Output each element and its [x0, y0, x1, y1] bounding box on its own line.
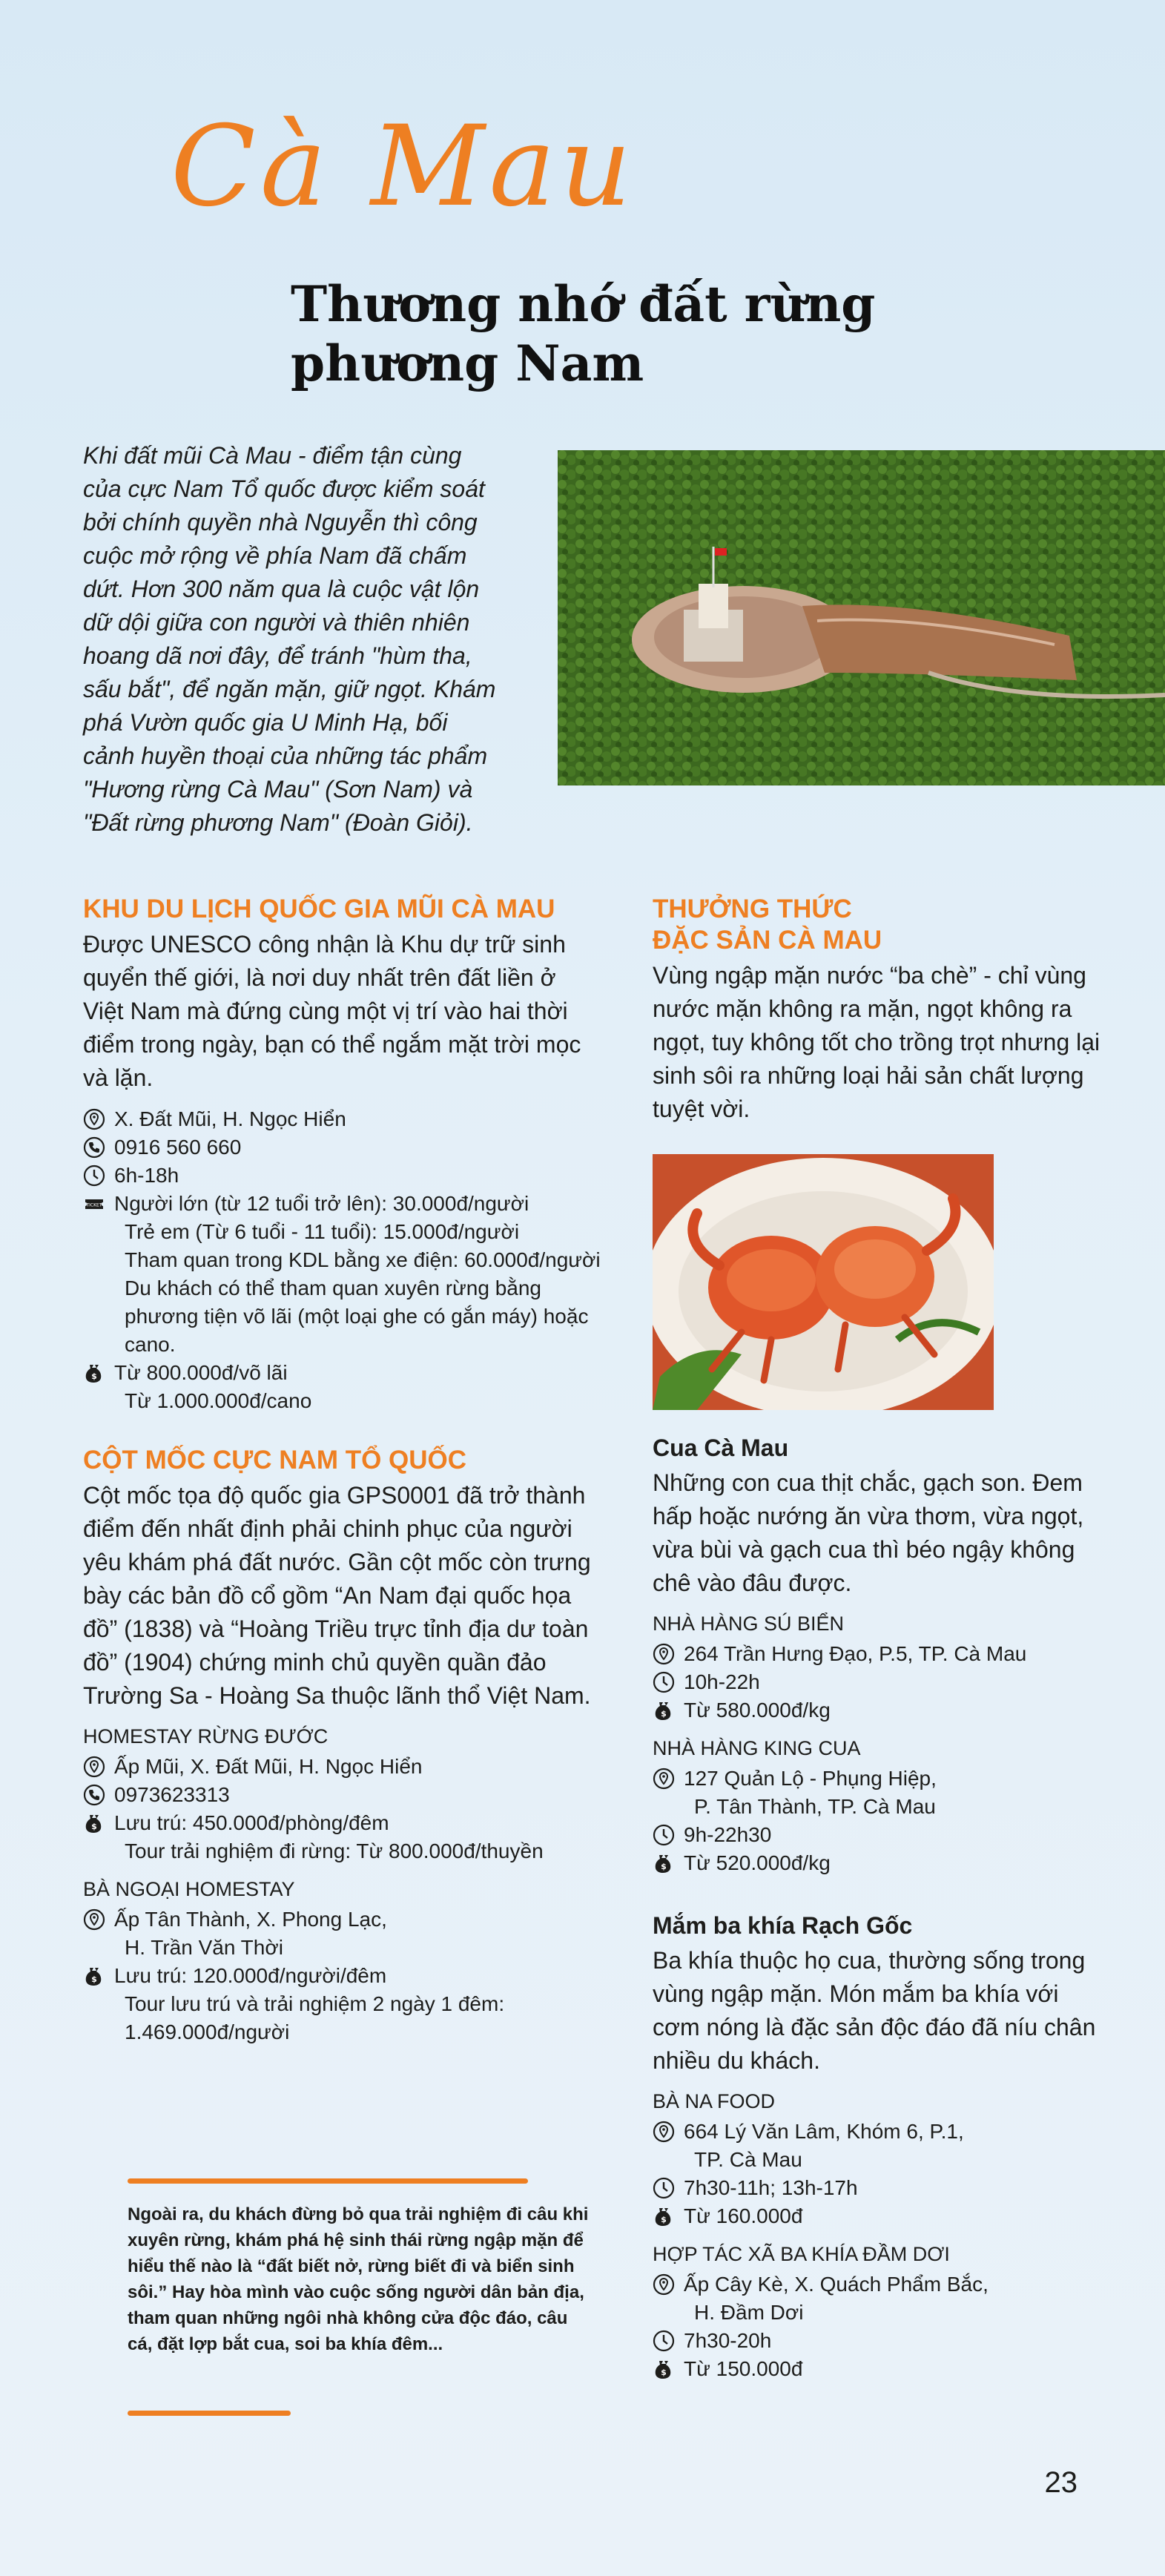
mam-r2-price-row: [653, 2355, 1105, 2383]
homestay1-name: HOMESTAY RỪNG ĐƯỚC: [83, 1725, 329, 1747]
hero-aerial-photo: [558, 450, 1165, 785]
right-column: [653, 894, 1105, 2383]
callout-bottom-bar: [128, 2411, 291, 2416]
location-pin-icon: [653, 1643, 675, 1665]
mam-r1-address-row: [653, 2118, 1105, 2146]
homestay1-address-row: [83, 1753, 602, 1781]
left-column: [83, 894, 602, 2046]
crab-dish-photo: [653, 1154, 994, 1410]
cua-r2-hours-row: [653, 1821, 1105, 1849]
cua-r1-price: Từ 580.000đ/kg: [684, 1699, 831, 1722]
kdl-price-boat: Từ 800.000đ/võ lãi: [114, 1361, 288, 1384]
money-icon: [653, 2205, 675, 2227]
homestay1-phone-row: [83, 1781, 602, 1809]
phone-icon: [83, 1136, 105, 1159]
homestay2-price-tour: Tour lưu trú và trải nghiệm 2 ngày 1 đêm: 1.469.000đ/người: [125, 1992, 505, 2043]
mam-r2-address-line2: H. Đầm Dơi: [694, 2301, 804, 2324]
cua-r2-address-line2: P. Tân Thành, TP. Cà Mau: [694, 1795, 936, 1818]
section-title-dacsan: [653, 894, 1105, 956]
money-icon: [653, 1852, 675, 1874]
cua-r2-address-line1: 127 Quản Lộ - Phụng Hiệp,: [684, 1767, 937, 1790]
dacsan-title-line-1: THƯỞNG THỨC: [653, 895, 852, 923]
kdl-phone-row: [83, 1133, 602, 1162]
section-title-cotmoc: CỘT MỐC CỰC NAM TỔ QUỐC: [83, 1446, 467, 1475]
homestay2-address-line2: H. Trần Văn Thời: [125, 1936, 283, 1959]
mam-r1-price: Từ 160.000đ: [684, 2204, 803, 2227]
cua-r1-hours-row: [653, 1668, 1105, 1696]
kdl-address: X. Đất Mũi, H. Ngọc Hiển: [114, 1107, 346, 1130]
money-icon: [653, 2358, 675, 2380]
money-icon: [83, 1812, 105, 1834]
cua-r2-price: Từ 520.000đ/kg: [684, 1851, 831, 1874]
location-pin-icon: [653, 2273, 675, 2296]
kdl-ticket-note: Du khách có thể tham quan xuyên rừng bằng phương tiện võ lãi (một loại ghe có gắn máy) hoặc cano.: [125, 1277, 589, 1356]
mam-shop1-name: BÀ NA FOOD: [653, 2090, 776, 2112]
cua-r2-price-row: [653, 1849, 1105, 1877]
homestay2-name: BÀ NGOẠI HOMESTAY: [83, 1878, 295, 1900]
cua-r2-hours: 9h-22h30: [684, 1823, 772, 1846]
clock-icon: [653, 2177, 675, 2199]
script-title: Cà Mau: [171, 102, 636, 231]
mam-r1-hours: 7h30-11h; 13h-17h: [684, 2176, 858, 2199]
location-pin-icon: [83, 1908, 105, 1931]
mam-r1-address-line1: 664 Lý Văn Lâm, Khóm 6, P.1,: [684, 2120, 964, 2143]
ticket-icon: [83, 1193, 105, 1215]
mam-r2-address-line1: Ấp Cây Kè, X. Quách Phẩm Bắc,: [684, 2273, 989, 2296]
clock-icon: [653, 2330, 675, 2352]
kdl-price-row: [83, 1359, 602, 1387]
clock-icon: [653, 1824, 675, 1846]
homestay2-address-row: [83, 1905, 602, 1934]
section-title-kdl: KHU DU LỊCH QUỐC GIA MŨI CÀ MAU: [83, 895, 555, 923]
homestay2-price-stay: Lưu trú: 120.000đ/người/đêm: [114, 1964, 387, 1987]
kdl-phone: 0916 560 660: [114, 1136, 242, 1159]
location-pin-icon: [653, 1768, 675, 1790]
kdl-hours: 6h-18h: [114, 1164, 179, 1187]
mam-r1-address-line2: TP. Cà Mau: [694, 2148, 802, 2171]
location-pin-icon: [83, 1108, 105, 1130]
cua-restaurant1-name: NHÀ HÀNG SÚ BIỂN: [653, 1613, 845, 1635]
page-number: 23: [1044, 2466, 1077, 2499]
subtitle-line-2: phương Nam: [291, 335, 644, 392]
kdl-ticket-ebus: Tham quan trong KDL bằng xe điện: 60.000đ/người: [125, 1248, 601, 1271]
cua-r1-address: 264 Trần Hưng Đạo, P.5, TP. Cà Mau: [684, 1642, 1027, 1665]
intro-paragraph: Khi đất mũi Cà Mau - điểm tận cùng của cực Nam Tổ quốc được kiểm soát bởi chính quyền nhà Nguyễn thì công cuộc mở rộng về phía Nam đã chấm dứt. Hơn 300 năm qua là cuộc vật lộn dữ dội giữa con người và thiên nhiên hoang dã nơi đây, để tránh "hùm tha, sấu bắt", để ngăn mặn, giữ ngọt. Khám phá Vườn quốc gia U Minh Hạ, bối cảnh huyền thoại của những tác phẩm "Hương rừng Cà Mau" (Sơn Nam) và "Đất rừng phương Nam" (Đoàn Giỏi).: [83, 442, 496, 836]
callout-box: Ngoài ra, du khách đừng bỏ qua trải nghiệm đi câu khi xuyên rừng, khám phá hệ sinh thái rừng ngập mặn để hiểu thế nào là “đất biết nở, rừng biết đi và biển sinh sôi.” Hay hòa mình vào cuộc sống người dân bản địa, tham quan những ngôi nhà không cửa độc đáo, câu cá, đặt lợp bắt cua, soi ba khía đêm...: [128, 2204, 589, 2354]
kdl-ticket-adult: Người lớn (từ 12 tuổi trở lên): 30.000đ/người: [114, 1192, 529, 1215]
cotmoc-description: Cột mốc tọa độ quốc gia GPS0001 đã trở thành điểm đến nhất định phải chinh phục của người yêu khám phá đất nước. Gần cột mốc còn trưng bày các bản đồ cổ gồm “An Nam đại quốc họa đồ” (1838) và “Hoàng Triều trực tỉnh địa dư toàn đồ” (1904) chứng minh chủ quyền quần đảo Trường Sa - Hoàng Sa thuộc lãnh thổ Việt Nam.: [83, 1482, 591, 1709]
cua-r1-hours: 10h-22h: [684, 1670, 760, 1693]
kdl-ticket-row: [83, 1190, 602, 1218]
kdl-address-row: [83, 1105, 602, 1133]
kdl-ticket-child: Trẻ em (Từ 6 tuổi - 11 tuổi): 15.000đ/người: [125, 1220, 520, 1243]
money-icon: [653, 1699, 675, 1722]
kdl-description: Được UNESCO công nhận là Khu dự trữ sinh quyển thế giới, là nơi duy nhất trên đất liền ở Việt Nam mà đứng cùng một vị trí vào hai thời điểm trong ngày, bạn có thể ngắm mặt trời mọc và lặn.: [83, 931, 581, 1091]
phone-icon: [83, 1784, 105, 1806]
page-subtitle: [291, 274, 875, 393]
callout-top-bar: [128, 2178, 528, 2184]
clock-icon: [653, 1671, 675, 1693]
mam-r2-price: Từ 150.000đ: [684, 2357, 803, 2380]
cua-description: Những con cua thịt chắc, gạch son. Đem hấp hoặc nướng ăn vừa thơm, vừa ngọt, vừa bùi và gạch cua thì béo ngậy không chê vào đâu được.: [653, 1469, 1084, 1596]
cua-restaurant2-name: NHÀ HÀNG KING CUA: [653, 1737, 861, 1759]
homestay1-price-stay: Lưu trú: 450.000đ/phòng/đêm: [114, 1811, 389, 1834]
mam-shop2-name: HỢP TÁC XÃ BA KHÍA ĐẦM DƠI: [653, 2243, 950, 2265]
mam-r2-address-row: [653, 2270, 1105, 2299]
subtitle-line-1: Thương nhớ đất rừng: [291, 275, 876, 333]
mam-r2-hours: 7h30-20h: [684, 2329, 772, 2352]
cua-r2-address-row: [653, 1765, 1105, 1793]
money-icon: [83, 1362, 105, 1384]
dacsan-description: Vùng ngập mặn nước “ba chè” - chỉ vùng nước mặn không ra mặn, ngọt không ra ngọt, tuy không tốt cho trồng trọt nhưng lại sinh sôi ra những loại hải sản chất lượng tuyệt vời.: [653, 962, 1100, 1122]
dish-name-cua: Cua Cà Mau: [653, 1434, 789, 1461]
mam-r1-price-row: [653, 2202, 1105, 2230]
homestay1-address: Ấp Mũi, X. Đất Mũi, H. Ngọc Hiển: [114, 1755, 423, 1778]
kdl-hours-row: [83, 1162, 602, 1190]
kdl-price-cano: Từ 1.000.000đ/cano: [125, 1389, 312, 1412]
homestay1-price-row: [83, 1809, 602, 1837]
homestay2-price-row: [83, 1962, 602, 1990]
location-pin-icon: [83, 1756, 105, 1778]
homestay1-price-tour: Tour trải nghiệm đi rừng: Từ 800.000đ/thuyền: [125, 1839, 544, 1862]
cua-r1-price-row: [653, 1696, 1105, 1725]
homestay2-address-line1: Ấp Tân Thành, X. Phong Lạc,: [114, 1908, 387, 1931]
homestay1-phone: 0973623313: [114, 1783, 230, 1806]
cua-r1-address-row: [653, 1640, 1105, 1668]
money-icon: [83, 1965, 105, 1987]
dish-name-mam: Mắm ba khía Rạch Gốc: [653, 1912, 913, 1939]
location-pin-icon: [653, 2121, 675, 2143]
clock-icon: [83, 1165, 105, 1187]
mam-r1-hours-row: [653, 2174, 1105, 2202]
mam-r2-hours-row: [653, 2327, 1105, 2355]
dacsan-title-line-2: ĐẶC SẢN CÀ MAU: [653, 926, 882, 955]
mam-description: Ba khía thuộc họ cua, thường sống trong vùng ngập mặn. Món mắm ba khía với cơm nóng là đặc sản độc đáo đã níu chân nhiều du khách.: [653, 1947, 1096, 2074]
